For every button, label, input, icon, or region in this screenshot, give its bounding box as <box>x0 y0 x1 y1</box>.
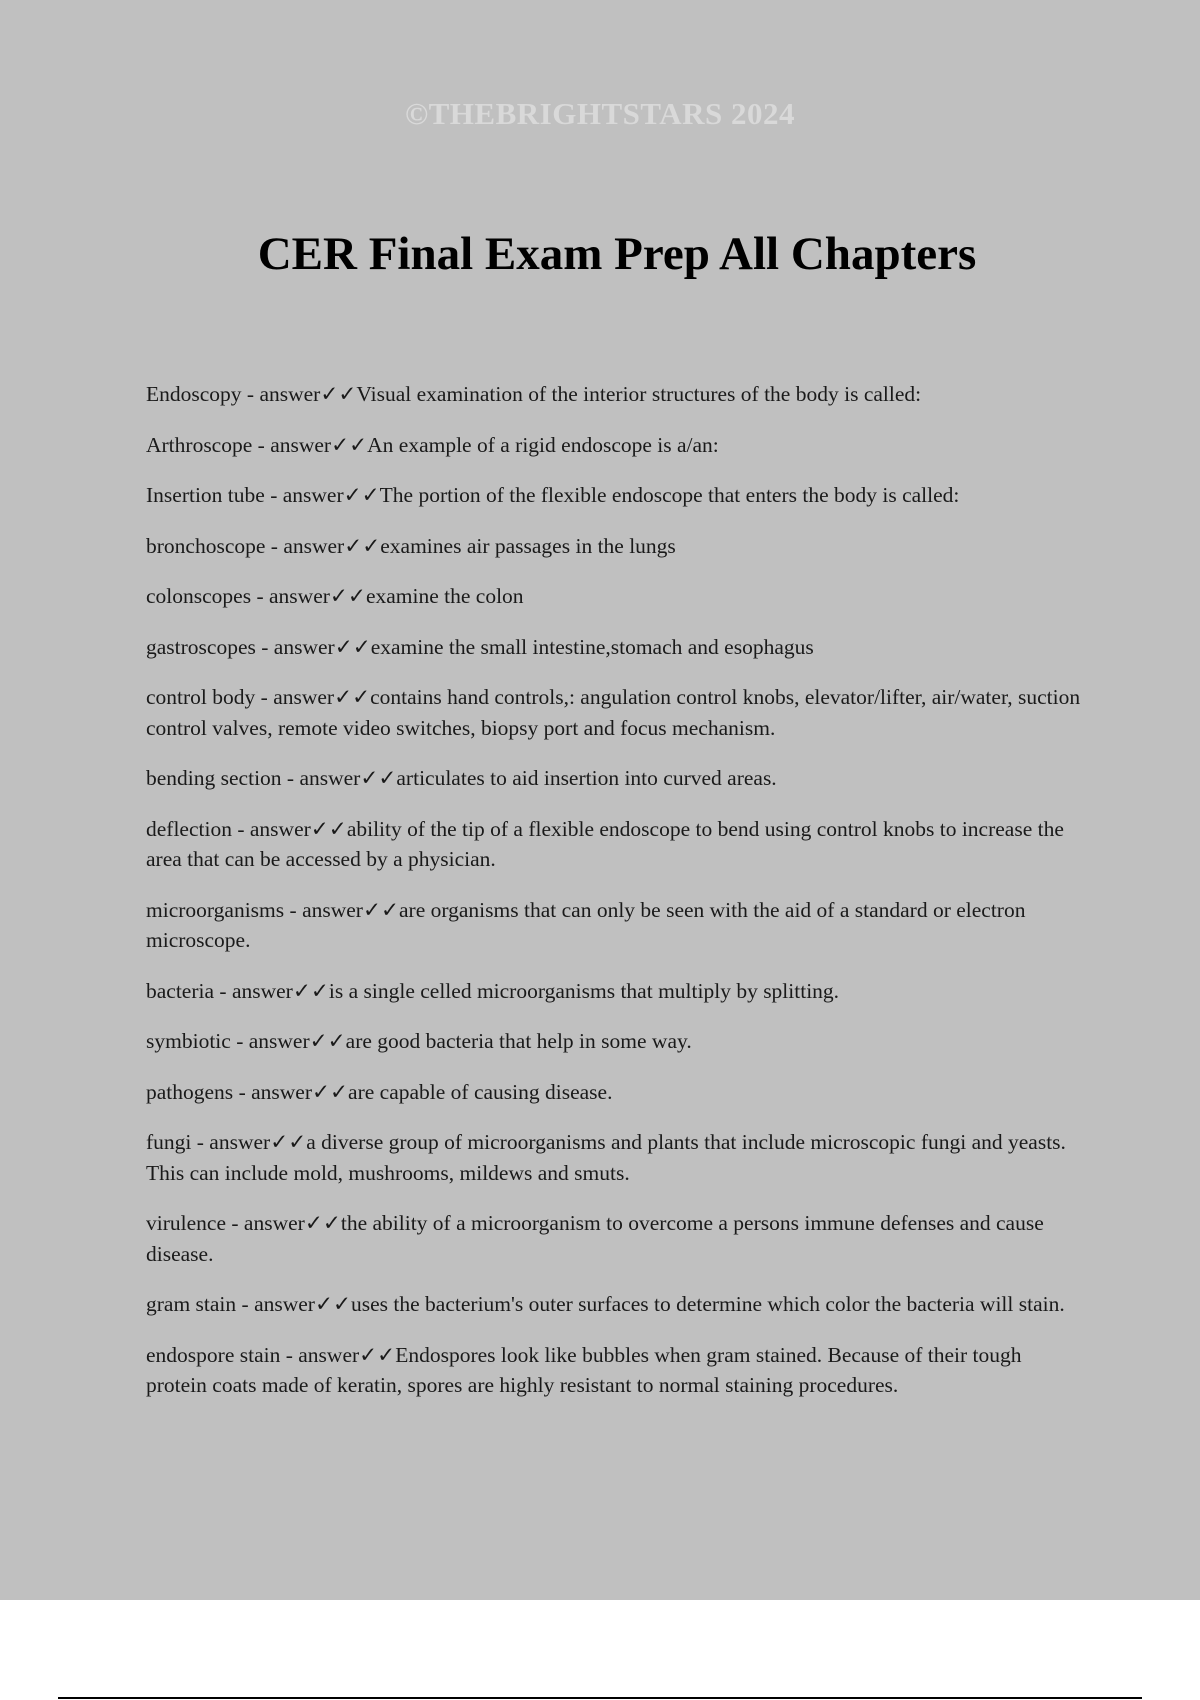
check-icon: ✓✓ <box>312 1079 349 1104</box>
qa-separator: - answer <box>241 382 321 406</box>
qa-item <box>146 814 1086 875</box>
check-icon: ✓✓ <box>329 584 366 608</box>
qa-separator: - answer <box>255 685 335 709</box>
qa-term: gastroscopes <box>146 634 256 659</box>
qa-separator: - answer <box>284 897 363 922</box>
footer-rule <box>58 1697 1142 1699</box>
qa-item <box>146 430 1086 461</box>
qa-separator: - answer <box>251 584 330 608</box>
qa-term: Insertion tube <box>146 483 265 507</box>
qa-separator: - answer <box>281 766 361 790</box>
qa-answer: a diverse group of microorganisms and plants that include microscopic fungi and yeasts. This can include mold, mushrooms, mildews and smuts. <box>146 1130 1066 1185</box>
check-icon: ✓✓ <box>362 897 399 922</box>
qa-answer: are good bacteria that help in some way. <box>345 1029 692 1053</box>
qa-item <box>146 480 1086 511</box>
qa-term: control body <box>146 685 256 709</box>
qa-separator: - answer <box>226 1211 305 1235</box>
qa-answer: articulates to aid insertion into curved areas. <box>396 766 777 790</box>
qa-separator: - answer <box>230 1029 310 1053</box>
qa-answer: contains hand controls,: angulation control knobs, elevator/lifter, air/water, suction control valves, remote video switches, biopsy port and focus mechanism. <box>146 685 1081 740</box>
qa-term: fungi <box>146 1130 192 1154</box>
qa-item <box>146 379 1086 410</box>
qa-separator: - answer <box>231 816 311 841</box>
qa-term: bronchoscope <box>146 533 266 558</box>
qa-separator: - answer <box>255 634 335 659</box>
qa-item <box>146 763 1086 794</box>
qa-item <box>146 531 1086 562</box>
qa-term: Endoscopy <box>146 382 242 406</box>
qa-separator: - answer <box>265 533 345 558</box>
qa-answer: examine the colon <box>365 584 524 608</box>
qa-separator: - answer <box>236 1292 315 1316</box>
qa-term: bending section <box>146 766 282 790</box>
qa-term: Arthroscope <box>146 432 253 457</box>
qa-answer: Visual examination of the interior structures of the body is called: <box>356 382 922 406</box>
qa-item <box>146 1208 1086 1269</box>
check-icon: ✓✓ <box>309 1029 346 1053</box>
check-icon: ✓✓ <box>304 1211 341 1235</box>
check-icon: ✓✓ <box>334 634 371 659</box>
qa-separator: - answer <box>191 1130 271 1154</box>
qa-answer: are organisms that can only be seen with the aid of a standard or electron microscope. <box>146 897 1026 952</box>
qa-term: pathogens <box>146 1079 234 1104</box>
qa-item <box>146 1340 1086 1401</box>
qa-answer: the ability of a microorganism to overcome a persons immune defenses and cause disease. <box>146 1211 1044 1266</box>
qa-separator: - answer <box>264 483 344 507</box>
check-icon: ✓✓ <box>310 816 347 841</box>
qa-answer: An example of a rigid endoscope is a/an: <box>367 432 719 457</box>
qa-term: bacteria <box>146 978 215 1003</box>
check-icon: ✓✓ <box>314 1292 352 1316</box>
qa-answer: examines air passages in the lungs <box>380 533 676 558</box>
qa-item <box>146 632 1086 663</box>
check-icon: ✓✓ <box>334 685 371 709</box>
qa-list <box>146 379 1086 1421</box>
qa-term: symbiotic <box>146 1029 231 1053</box>
qa-item <box>146 976 1086 1007</box>
qa-term: gram stain <box>146 1292 237 1316</box>
qa-term: deflection <box>146 816 232 841</box>
qa-item <box>146 1127 1086 1188</box>
check-icon: ✓✓ <box>270 1130 307 1154</box>
qa-answer: are capable of causing disease. <box>348 1079 613 1104</box>
qa-item <box>146 581 1086 612</box>
qa-item <box>146 682 1086 743</box>
check-icon: ✓✓ <box>359 1342 396 1367</box>
qa-answer: uses the bacterium's outer surfaces to determine which color the bacteria will stain. <box>351 1292 1065 1316</box>
qa-term: virulence <box>146 1211 226 1235</box>
qa-item <box>146 1289 1086 1320</box>
qa-term: microorganisms <box>146 897 285 922</box>
check-icon: ✓✓ <box>320 382 357 406</box>
qa-separator: - answer <box>214 978 293 1003</box>
qa-answer: is a single celled microorganisms that multiply by splitting. <box>328 978 840 1003</box>
qa-answer: ability of the tip of a flexible endoscope to bend using control knobs to increase the area that can be accessed by a physician. <box>146 816 1064 871</box>
qa-term: endospore stain <box>146 1342 281 1367</box>
copyright-watermark: ©THEBRIGHTSTARS 2024 <box>404 96 796 131</box>
check-icon: ✓✓ <box>331 432 368 457</box>
qa-item <box>146 1077 1086 1108</box>
qa-separator: - answer <box>252 432 332 457</box>
qa-separator: - answer <box>233 1079 312 1104</box>
qa-answer: The portion of the flexible endoscope that enters the body is called: <box>379 483 960 507</box>
qa-term: colonscopes <box>146 584 252 608</box>
check-icon: ✓✓ <box>343 483 380 507</box>
check-icon: ✓✓ <box>344 533 381 558</box>
check-icon: ✓✓ <box>360 766 397 790</box>
qa-answer: Endospores look like bubbles when gram stained. Because of their tough protein coats made of keratin, spores are highly resistant to normal staining procedures. <box>146 1342 1022 1397</box>
qa-answer: examine the small intestine,stomach and esophagus <box>370 634 814 659</box>
qa-separator: - answer <box>280 1342 360 1367</box>
document-title: CER Final Exam Prep All Chapters <box>257 228 977 280</box>
qa-item <box>146 1026 1086 1057</box>
check-icon: ✓✓ <box>292 978 329 1003</box>
qa-item <box>146 895 1086 956</box>
